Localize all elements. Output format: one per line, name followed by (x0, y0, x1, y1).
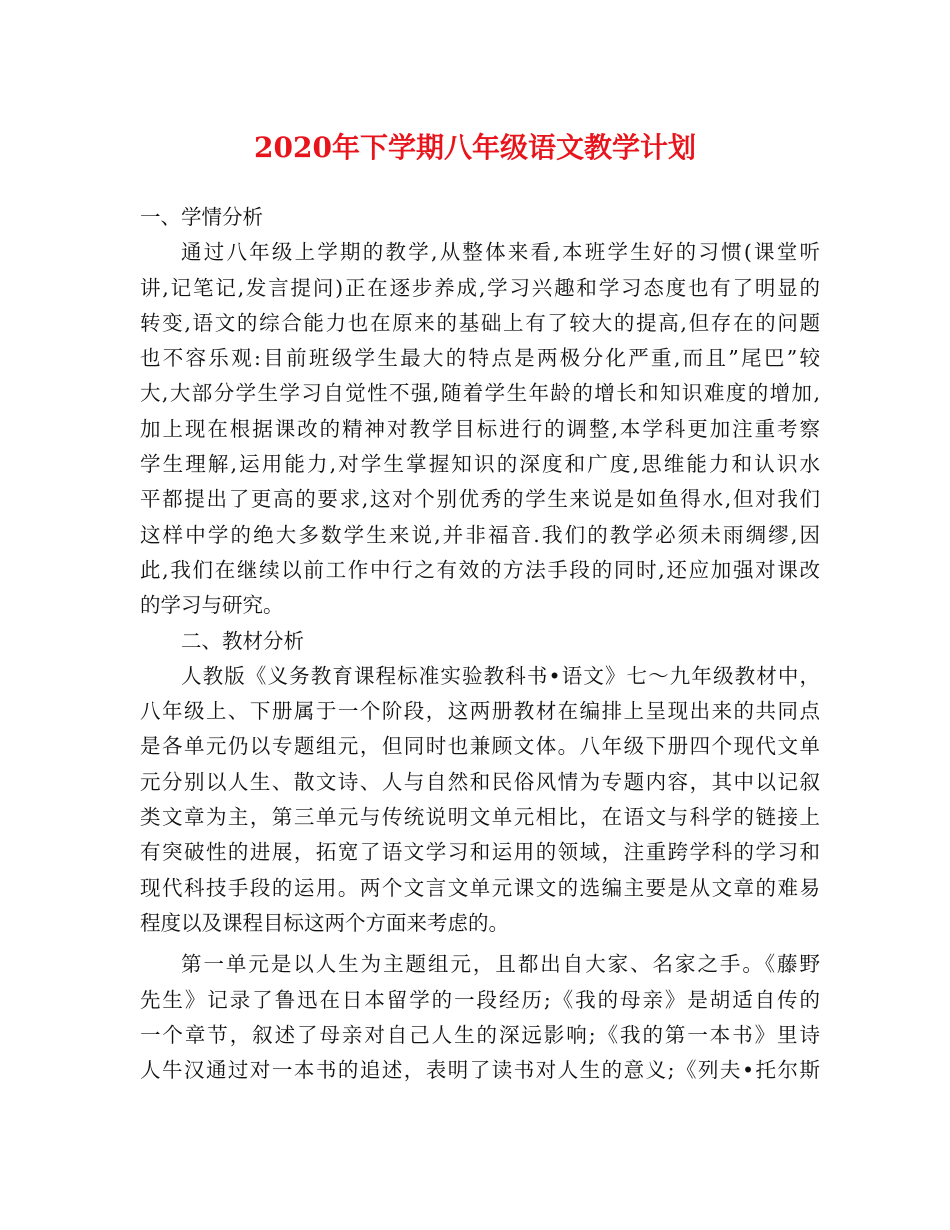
paragraph-line: 讲,记笔记,发言提问)正在逐步养成,学习兴趣和学习态度也有了明显的 (140, 275, 820, 300)
document-title: 2020年下学期八年级语文教学计划 (254, 131, 696, 164)
paragraph-line: 也不容乐观:目前班级学生最大的特点是两极分化严重,而且”尾巴”较 (140, 346, 820, 371)
paragraph-line: 第一单元是以人生为主题组元，且都出自大家、名家之手。《藤野 (181, 952, 820, 977)
section-heading: 一、学情分析 (140, 205, 263, 229)
paragraph-line: 大,大部分学生学习自觉性不强,随着学生年龄的增长和知识难度的增加, (140, 381, 820, 406)
paragraph-line: 八年级上、下册属于一个阶段，这两册教材在编排上呈现出来的共同点 (140, 699, 820, 724)
paragraph-line: 现代科技手段的运用。两个文言文单元课文的选编主要是从文章的难易 (140, 875, 820, 900)
paragraph-line: 类文章为主，第三单元与传统说明文单元相比，在语文与科学的链接上 (140, 805, 820, 830)
paragraph-line: 有突破性的进展，拓宽了语文学习和运用的领域，注重跨学科的学习和 (140, 840, 820, 865)
paragraph-line: 学生理解,运用能力,对学生掌握知识的深度和广度,思维能力和认识水 (140, 452, 820, 477)
paragraph-line: 程度以及课程目标这两个方面来考虑的。 (140, 910, 509, 935)
paragraph-line: 加上现在根据课改的精神对教学目标进行的调整,本学科更加注重考察 (140, 416, 820, 441)
section-heading: 二、教材分析 (181, 628, 304, 653)
paragraph-line: 的学习与研究。 (140, 593, 284, 618)
paragraph-line: 先生》记录了鲁迅在日本留学的一段经历;《我的母亲》是胡适自传的 (140, 987, 820, 1012)
paragraph-line: 这样中学的绝大多数学生来说,并非福音.我们的教学必须未雨绸缪,因 (140, 522, 820, 547)
paragraph-line: 人牛汉通过对一本书的追述，表明了读书对人生的意义;《列夫•托尔斯 (140, 1058, 820, 1083)
paragraph-line: 一个章节，叙述了母亲对自己人生的深远影响;《我的第一本书》里诗 (140, 1022, 820, 1047)
paragraph-line: 人教版《义务教育课程标准实验教科书•语文》七～九年级教材中， (181, 663, 820, 688)
paragraph-line: 是各单元仍以专题组元，但同时也兼顾文体。八年级下册四个现代文单 (140, 734, 820, 759)
paragraph-line: 平都提出了更高的要求,这对个别优秀的学生来说是如鱼得水,但对我们 (140, 487, 820, 512)
paragraph-line: 此,我们在继续以前工作中行之有效的方法手段的同时,还应加强对课改 (140, 557, 820, 582)
paragraph-line: 元分别以人生、散文诗、人与自然和民俗风情为专题内容，其中以记叙 (140, 769, 820, 794)
document-body (140, 200, 820, 1088)
paragraph-line: 转变,语文的综合能力也在原来的基础上有了较大的提高,但存在的问题 (140, 310, 820, 335)
paragraph-line: 通过八年级上学期的教学,从整体来看,本班学生好的习惯(课堂听 (181, 240, 820, 265)
